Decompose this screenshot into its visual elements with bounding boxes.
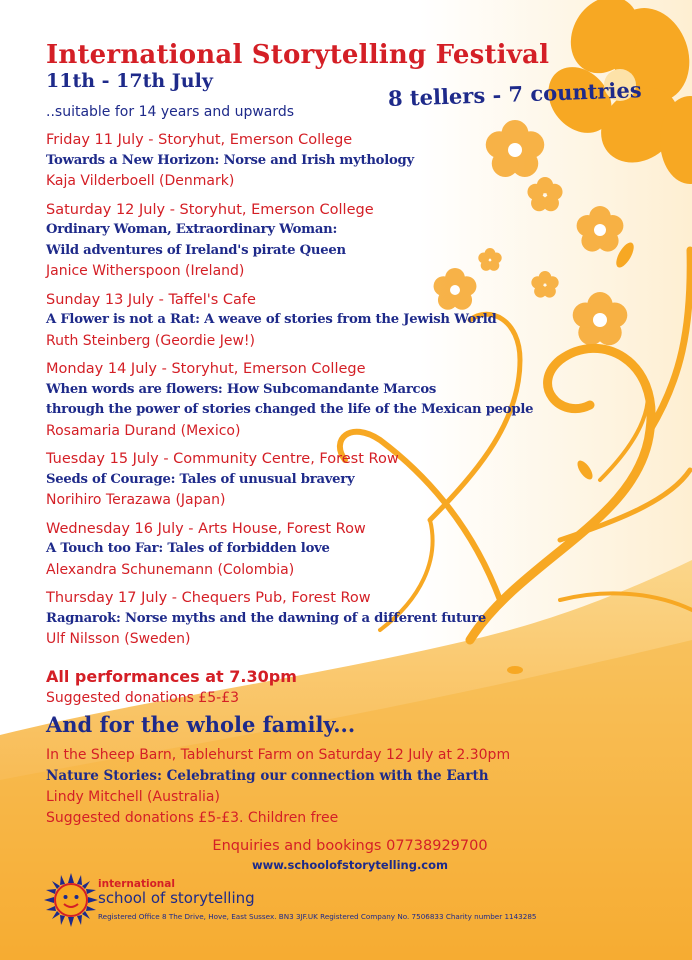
- enquiries-phone: Enquiries and bookings 07738929700: [212, 838, 488, 854]
- event-teller: Rosamaria Durand (Mexico): [46, 422, 241, 439]
- event-item: [46, 588, 666, 650]
- event-item: [46, 449, 666, 511]
- event-item: [46, 359, 666, 441]
- performance-time: All performances at 7.30pm: [46, 667, 297, 686]
- event-teller: Ulf Nilsson (Sweden): [46, 631, 191, 647]
- family-heading: And for the whole family...: [46, 712, 356, 737]
- event-date-venue: Tuesday 15 July - Community Centre, Forest Row: [46, 451, 399, 467]
- logo-wordmark: school of storytelling: [98, 889, 255, 907]
- festival-dates: 11th - 17th July: [46, 70, 213, 92]
- event-date-venue: Wednesday 16 July - Arts House, Forest Row: [46, 520, 366, 537]
- event-date-venue: Friday 11 July - Storyhut, Emerson College: [46, 132, 353, 148]
- sun-logo-icon: [44, 873, 98, 927]
- event-teller: Janice Witherspoon (Ireland): [46, 263, 245, 279]
- event-teller: Alexandra Schunemann (Colombia): [46, 561, 295, 578]
- event-item: [46, 130, 666, 192]
- event-date-venue: Sunday 13 July - Taffel's Cafe: [46, 291, 256, 308]
- registration-footer: Registered Office 8 The Drive, Hove, East Sussex. BN3 3JF.UK Registered Company No. 7506833 Charity number 1143285: [98, 912, 537, 921]
- event-title: Ordinary Woman, Extraordinary Woman:: [46, 222, 338, 237]
- event-date-venue: Monday 14 July - Storyhut, Emerson College: [46, 361, 366, 377]
- event-teller: Kaja Vilderboell (Denmark): [46, 173, 235, 189]
- event-title: A Flower is not a Rat: A weave of stories from the Jewish World: [46, 312, 497, 327]
- event-list: [46, 130, 666, 658]
- family-venue: In the Sheep Barn, Tablehurst Farm on Saturday 12 July at 2.30pm: [46, 747, 511, 763]
- logo-wordmark-small: international: [98, 878, 175, 890]
- festival-title: International Storytelling Festival: [46, 40, 550, 70]
- event-teller: Norihiro Terazawa (Japan): [46, 492, 226, 508]
- family-donations: Suggested donations £5-£3. Children free: [46, 810, 339, 826]
- event-title-line-2: through the power of stories changed the life of the Mexican people: [46, 402, 534, 417]
- website-link[interactable]: www.schoolofstorytelling.com: [251, 858, 449, 872]
- event-title: Ragnarok: Norse myths and the dawning of a different future: [46, 610, 487, 626]
- family-title: Nature Stories: Celebrating our connection with the Earth: [46, 768, 489, 784]
- event-date-venue: Thursday 17 July - Chequers Pub, Forest Row: [46, 590, 371, 606]
- event-title: Seeds of Courage: Tales of unusual bravery: [46, 471, 355, 487]
- age-suitability: ..suitable for 14 years and upwards: [46, 104, 295, 120]
- family-event: [46, 745, 510, 829]
- event-title: Towards a New Horizon: Norse and Irish mythology: [46, 152, 414, 168]
- event-title: When words are flowers: How Subcomandante Marcos: [46, 381, 437, 397]
- event-title-line-2: Wild adventures of Ireland's pirate Queen: [46, 242, 346, 258]
- event-item: [46, 200, 666, 282]
- family-teller: Lindy Mitchell (Australia): [46, 789, 220, 805]
- tellers-countries-tagline: 8 tellers - 7 countries: [387, 77, 642, 111]
- event-title: A Touch too Far: Tales of forbidden love: [46, 541, 330, 556]
- event-teller: Ruth Steinberg (Geordie Jew!): [46, 332, 255, 349]
- event-item: [46, 290, 666, 352]
- event-item: [46, 519, 666, 581]
- suggested-donations: Suggested donations £5-£3: [46, 690, 240, 706]
- event-date-venue: Saturday 12 July - Storyhut, Emerson College: [46, 201, 374, 218]
